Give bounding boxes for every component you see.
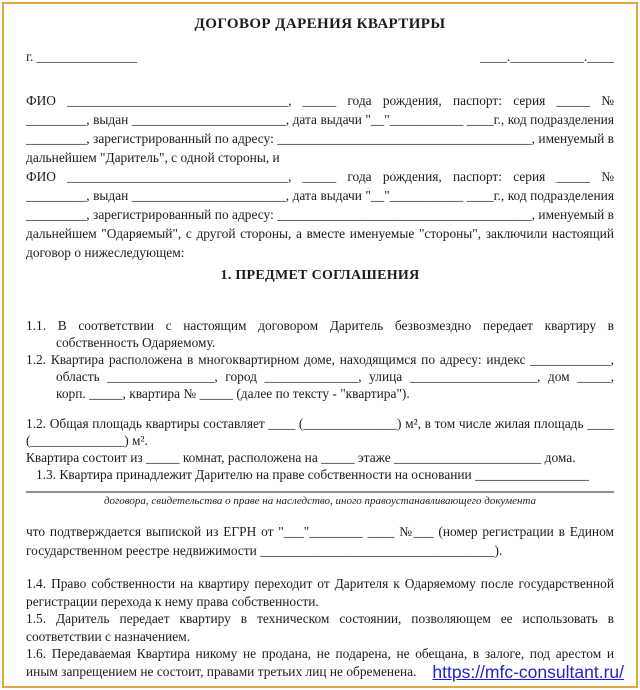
site-link[interactable]: https://mfc-consultant.ru/: [432, 662, 624, 682]
basis-footnote-rule: [26, 491, 614, 493]
clause-1-2-location: 1.2. Квартира расположена в многоквартирном доме, находящимся по адресу: индекс ____________, область ________________, город ______________, улица ___________________, дом _____, корп. _____, квартира № _____ (далее по тексту - "квартира").: [26, 352, 614, 401]
clause-1-6: 1.6. Передаваемая Квартира никому не продана, не подарена, не обещана, в залоге, под арестом и иным запрещением не состоит, правами третьих лиц не обременена.: [26, 646, 614, 679]
clause-egrn: что подтверждается выпиской из ЕГРН от "___"________ ____ №___ (номер регистрации в Едином государственном реестре недвижимости ___________________________________).: [26, 524, 614, 558]
party-donor-paragraph: ФИО _________________________________, _____ года рождения, паспорт: серия _____ № _________, выдан _______________________, дата выдачи "__"___________ ____г., код подразделения _________, зарегистрированный по адресу: ______________________________________, именуемый в дальнейшем "Даритель", с одной стороны, и: [26, 93, 614, 165]
basis-footnote: договора, свидетельства о праве на наследство, иного правоустанавливающего документа: [103, 495, 537, 507]
date-blank-field: ____.___________.____: [480, 49, 614, 64]
section-1-heading: 1. ПРЕДМЕТ СОГЛАШЕНИЯ: [220, 268, 420, 283]
city-blank-field: г. _______________: [26, 49, 138, 64]
parties-block: [26, 91, 614, 262]
clause-1-3: 1.3. Квартира принадлежит Дарителю на праве собственности на основании _________________: [36, 467, 589, 482]
clause-1-1: 1.1. В соответствии с настоящим договором Даритель безвозмездно передает квартиру в собственность Одаряемому.: [26, 318, 614, 350]
party-donee-paragraph: ФИО _________________________________, _____ года рождения, паспорт: серия _____ № _________, выдан _______________________, дата выдачи "__"___________ ____г., код подразделения _________, зарегистрированный по адресу: ______________________________________, именуемый в дальнейшем "Одаряемый", с другой стороны, а вместе именуемые "стороны", заключили настоящий договор о нижеследующем:: [26, 169, 614, 260]
document-title: ДОГОВОР ДАРЕНИЯ КВАРТИРЫ: [194, 16, 446, 32]
clause-1-4: 1.4. Право собственности на квартиру переходит от Дарителя к Одаряемому после государственной регистрации перехода к нему права собственности.: [26, 576, 614, 609]
clause-rooms: Квартира состоит из _____ комнат, расположена на _____ этаже ______________________ дома.: [26, 450, 576, 465]
clause-1-2-area: 1.2. Общая площадь квартиры составляет ____ (______________) м², в том числе жилая площадь ____ (______________) м².: [26, 416, 614, 448]
clause-1-5: 1.5. Даритель передает квартиру в техническом состоянии, позволяющем ее использовать в соответствии с назначением.: [26, 611, 614, 644]
area-block: [26, 415, 614, 483]
document-page: [2, 2, 638, 688]
city-date-row: [26, 49, 614, 65]
